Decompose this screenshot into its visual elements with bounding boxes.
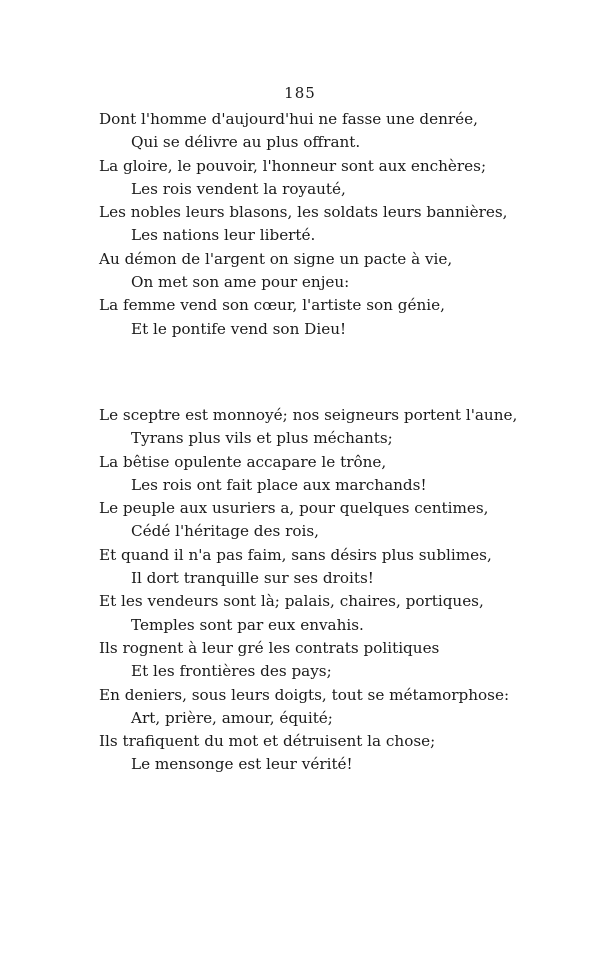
verse-line: Dont l'homme d'aujourd'hui ne fasse une denrée, xyxy=(99,110,478,128)
verse-line: La femme vend son cœur, l'artiste son génie, xyxy=(99,296,445,315)
page-number: 185 xyxy=(284,84,316,102)
verse-line: Les rois vendent la royauté, xyxy=(131,179,346,198)
verse-line: Et les frontières des pays; xyxy=(131,662,332,681)
verse-line: Le sceptre est monnoyé; nos seigneurs portent l'aune, xyxy=(99,406,518,424)
verse-line: La gloire, le pouvoir, l'honneur sont aux enchères; xyxy=(99,156,487,175)
verse-line: Il dort tranquille sur ses droits! xyxy=(131,569,374,588)
verse-line: Et les vendeurs sont là; palais, chaires, portiques, xyxy=(99,592,484,611)
verse-line: Qui se délivre au plus offrant. xyxy=(131,133,361,152)
verse-line: Tyrans plus vils et plus méchants; xyxy=(131,429,393,448)
verse-line: Les nobles leurs blasons, les soldats leurs bannières, xyxy=(99,203,508,222)
verse-line: Au démon de l'argent on signe un pacte à vie, xyxy=(99,249,453,268)
verse-line: Les rois ont fait place aux marchands! xyxy=(131,475,427,494)
verse-line: Et quand il n'a pas faim, sans désirs plus sublimes, xyxy=(99,545,492,564)
verse-line: Le mensonge est leur vérité! xyxy=(131,755,353,774)
verse-line: Cédé l'héritage des rois, xyxy=(131,522,319,541)
stanza xyxy=(99,404,569,777)
verse-line: Ils rognent à leur gré les contrats politiques xyxy=(99,638,440,657)
verse-line: En deniers, sous leurs doigts, tout se métamorphose: xyxy=(99,685,510,704)
verse-line: Le peuple aux usuriers a, pour quelques centimes, xyxy=(99,499,489,518)
verse-line: On met son ame pour enjeu: xyxy=(131,273,350,292)
verse-line: Ils trafiquent du mot et détruisent la chose; xyxy=(99,732,436,751)
verse-line: Et le pontife vend son Dieu! xyxy=(131,319,347,338)
verse-line: Les nations leur liberté. xyxy=(131,226,316,245)
verse-line: La bêtise opulente accapare le trône, xyxy=(99,452,387,471)
verse-line: Art, prière, amour, équité; xyxy=(131,708,333,727)
verse-line: Temples sont par eux envahis. xyxy=(131,615,364,634)
stanza xyxy=(99,108,569,341)
